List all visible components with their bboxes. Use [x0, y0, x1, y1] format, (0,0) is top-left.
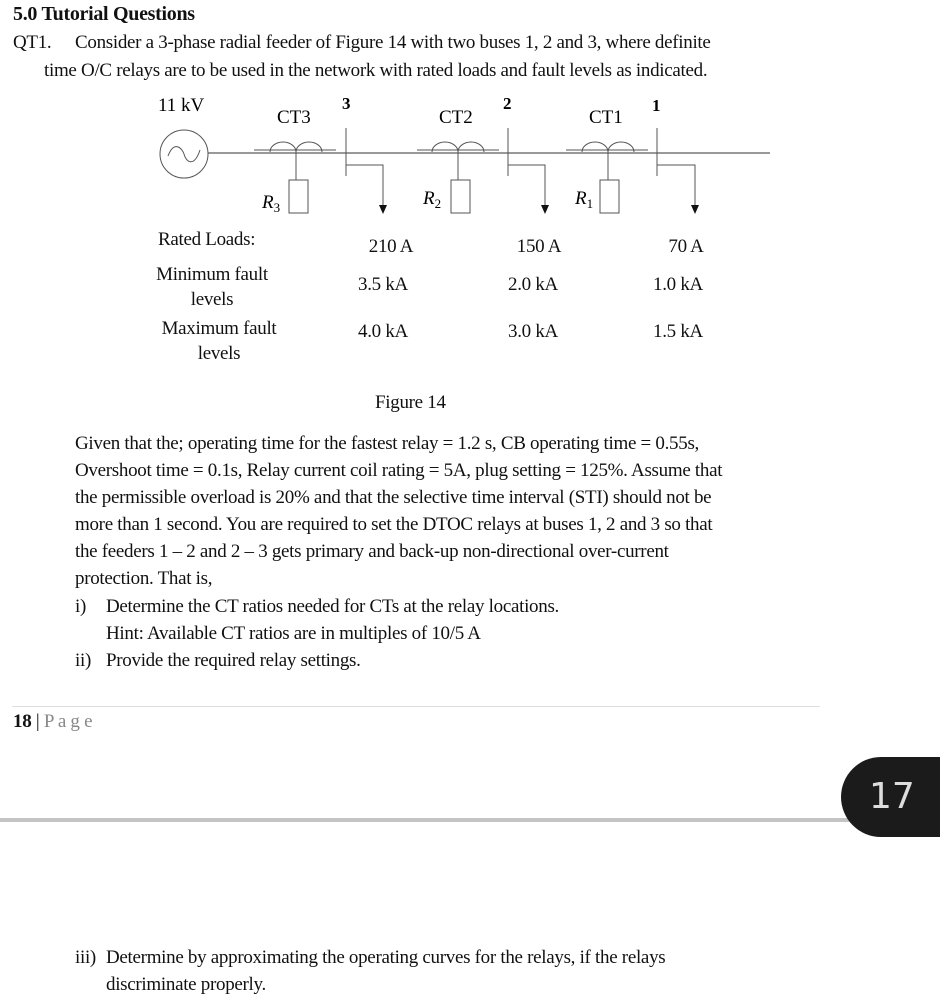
body-line: Given that the; operating time for the fastest relay = 1.2 s, CB operating time = 0.55s,: [75, 433, 699, 454]
relay-label-3: [261, 192, 280, 215]
page-footer: [13, 708, 92, 735]
source-voltage-label: 11 kV: [158, 95, 205, 116]
table-cell: 70 A: [668, 236, 704, 257]
list-item-number: ii): [75, 650, 91, 671]
feeder-diagram: [0, 0, 940, 240]
load-arrow-icon: [691, 205, 699, 214]
table-cell: 210 A: [368, 236, 414, 257]
bus-3: [346, 128, 383, 207]
body-line: more than 1 second. You are required to set the DTOC relays at buses 1, 2 and 3 so that: [75, 514, 713, 535]
relay-letter: R: [423, 188, 435, 209]
question-line2: time O/C relays are to be used in the network with rated loads and fault levels as indicated.: [44, 60, 708, 81]
body-line: Overshoot time = 0.1s, Relay current coil rating = 5A, plug setting = 125%. Assume that: [75, 460, 723, 481]
load-arrow-icon: [541, 205, 549, 214]
relay-subscript: 1: [586, 196, 594, 211]
relay-box-1: [600, 180, 619, 213]
body-line: protection. That is,: [75, 568, 213, 589]
bus-label-3: 3: [342, 94, 351, 113]
section-heading: 5.0 Tutorial Questions: [13, 3, 195, 25]
body-line: the feeders 1 – 2 and 2 – 3 gets primary and back-up non-directional over-current: [75, 541, 669, 562]
row-label: levels: [197, 343, 241, 364]
list-item-text: Determine the CT ratios needed for CTs at the relay locations.: [106, 596, 559, 617]
ct-label-3: CT3: [277, 107, 311, 128]
list-item-text: Provide the required relay settings.: [106, 650, 361, 671]
question-line1: Consider a 3-phase radial feeder of Figure 14 with two buses 1, 2 and 3, where definite: [75, 32, 711, 53]
bus-label-1: 1: [652, 96, 661, 115]
bus-2: [508, 128, 545, 207]
bus-1: [657, 128, 695, 207]
table-cell: 150 A: [516, 236, 562, 257]
row-label: Rated Loads:: [158, 229, 256, 250]
figure-caption: Figure 14: [375, 392, 446, 413]
list-item-hint: Hint: Available CT ratios are in multiples of 10/5 A: [106, 623, 481, 644]
ct-label-1: CT1: [589, 107, 623, 128]
relay-label-1: [574, 188, 593, 211]
row-label: Minimum fault: [156, 264, 268, 285]
page-indicator-badge: 17: [841, 757, 940, 837]
question-label: QT1.: [13, 32, 52, 53]
list-item-number: i): [75, 596, 87, 617]
table-cell: 3.0 kA: [508, 321, 558, 342]
ct-label-2: CT2: [439, 107, 473, 128]
list-item-text: discriminate properly.: [106, 974, 266, 995]
relay-box-3: [289, 180, 308, 213]
relay-label-2: [422, 188, 441, 211]
table-cell: 3.5 kA: [358, 274, 408, 295]
relay-letter: R: [262, 192, 274, 213]
row-label: Maximum fault: [161, 318, 277, 339]
footer-page-word: P a g e: [43, 711, 93, 732]
list-item-text: Determine by approximating the operating curves for the relays, if the relays: [106, 947, 666, 968]
footer-divider: [12, 706, 820, 707]
footer-separator: |: [35, 711, 40, 732]
sine-wave-icon: [168, 147, 200, 162]
load-arrow-icon: [379, 205, 387, 214]
bus-label-2: 2: [503, 94, 512, 113]
relay-letter: R: [575, 188, 587, 209]
relay-subscript: 3: [273, 200, 281, 215]
table-cell: 1.0 kA: [653, 274, 703, 295]
footer-page-number: 18: [13, 711, 32, 732]
body-line: the permissible overload is 20% and that the selective time interval (STI) should not be: [75, 487, 712, 508]
table-cell: 2.0 kA: [508, 274, 558, 295]
row-label: levels: [190, 289, 234, 310]
relay-box-2: [451, 180, 470, 213]
page-break-divider: [0, 818, 860, 822]
table-cell: 1.5 kA: [653, 321, 703, 342]
list-item-number: iii): [75, 947, 96, 968]
table-cell: 4.0 kA: [358, 321, 408, 342]
relay-subscript: 2: [434, 196, 442, 211]
